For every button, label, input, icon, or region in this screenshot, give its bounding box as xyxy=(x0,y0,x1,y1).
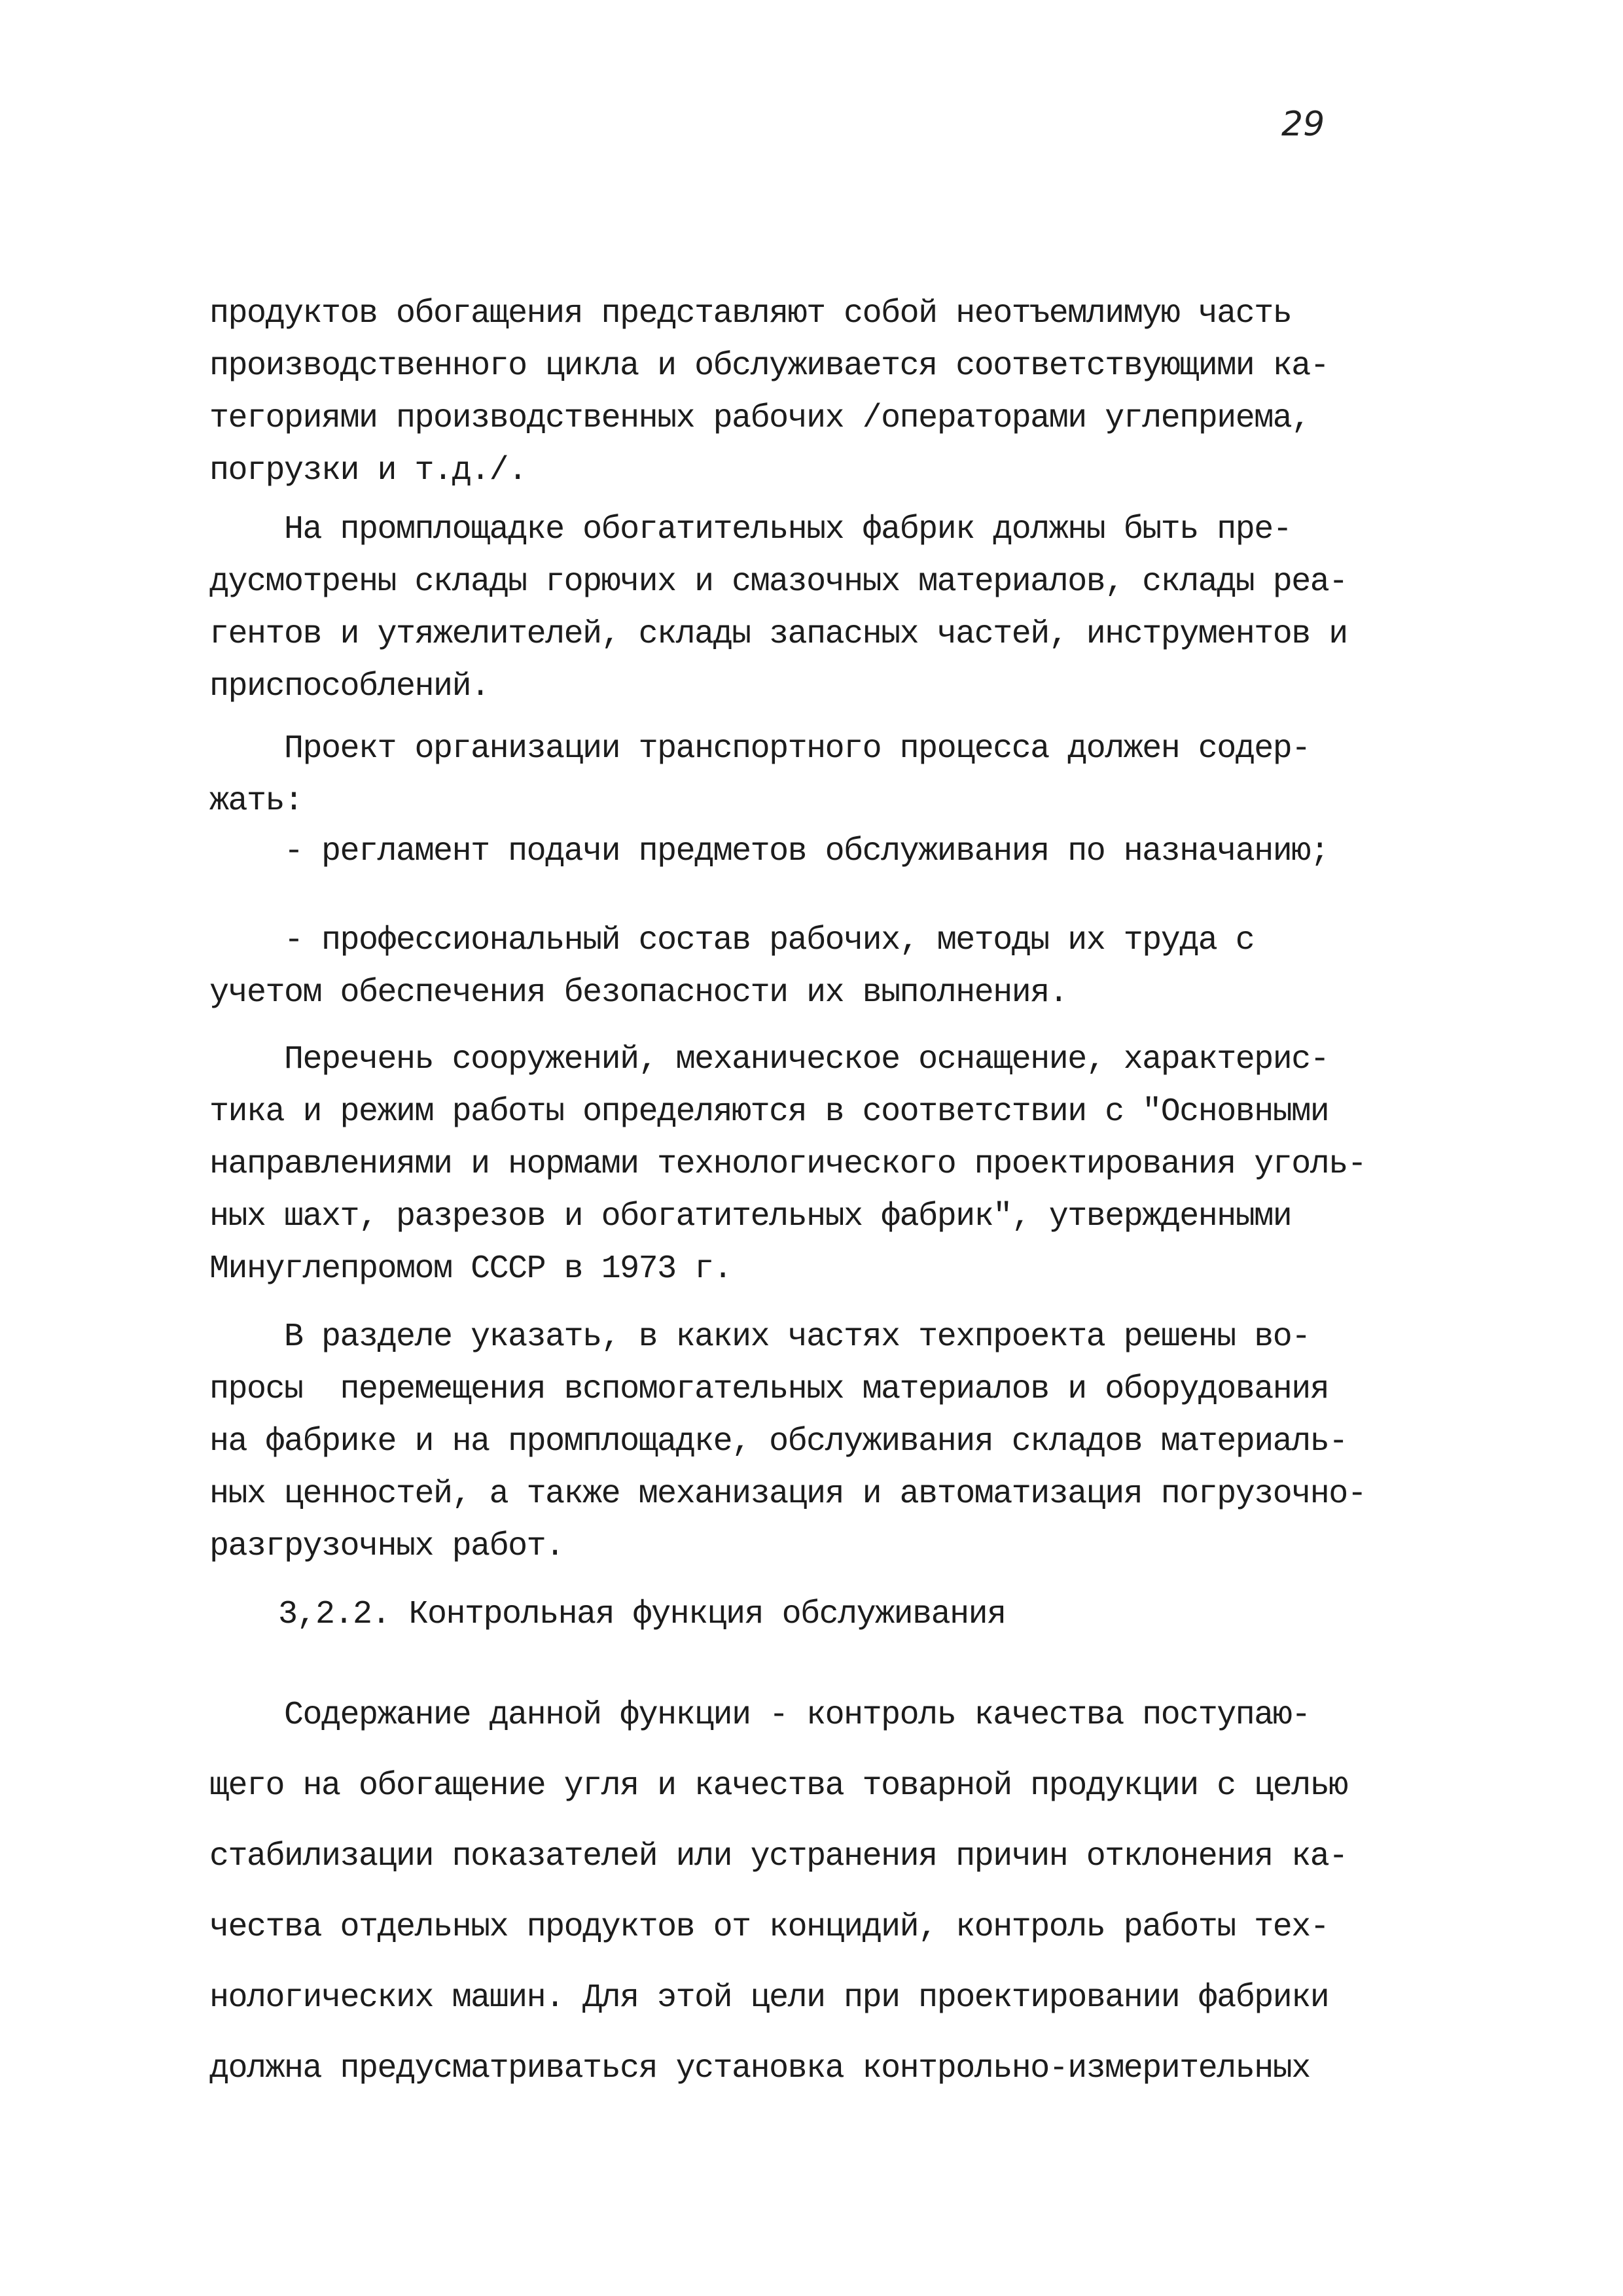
paragraph-control-function: Содержание данной функции - контроль качества поступаю- щего на обогащение угля и качества товарной продукции с целью стабилизации показателей или устранения причин отклонения ка- чества отдельных продуктов от концидий, контроль работы тех- нологических машин. Для этой цели при проектировании фабрики должна предусматриваться установка контрольно-измерительных xyxy=(209,1697,1347,2087)
paragraph-warehouses: На промплощадке обогатительных фабрик должны быть пре- дусмотрены склады горючих и смазочных материалов, склады реа- гентов и утяжелителей, склады запасных частей, инструментов и приспособлений. xyxy=(209,511,1347,705)
list-item-workers-composition: - профессиональный состав рабочих, методы их труда с учетом обеспечения безопасности их выполнения. xyxy=(209,922,1255,1012)
paragraph-section-instructions: В разделе указать, в каких частях техпроекта решены во- просы перемещения вспомогательных материалов и оборудования на фабрике и на промплощадке, обслуживания складов материаль- ных ценностей, а также механизация и автоматизация погрузочно- разгрузочных работ. xyxy=(209,1318,1366,1565)
section-heading: 3,2.2. Контрольная функция обслуживания xyxy=(278,1596,1006,1633)
list-item-regulation: - регламент подачи предметов обслуживания по назначанию; xyxy=(209,833,1329,870)
paragraph-products-of-enrichment: продуктов обогащения представляют собой неотъемлимую часть производственного цикла и обслуживается соответствующими ка- тегориями производственных рабочих /операторами углеприема, погрузки и т.д./. xyxy=(209,295,1329,489)
paragraph-structures-list: Перечень сооружений, механическое оснащение, характерис- тика и режим работы определяются в соответствии с "Основными направлениями и нормами технологического проектирования уголь- ных шахт, разрезов и обогатительных фабрик", утвержденными Минуглепромом СССР в 1973 г. xyxy=(209,1041,1366,1288)
page-number: 29 xyxy=(1281,105,1325,144)
paragraph-transport-project: Проект организации транспортного процесса должен содер- жать: xyxy=(209,730,1310,820)
